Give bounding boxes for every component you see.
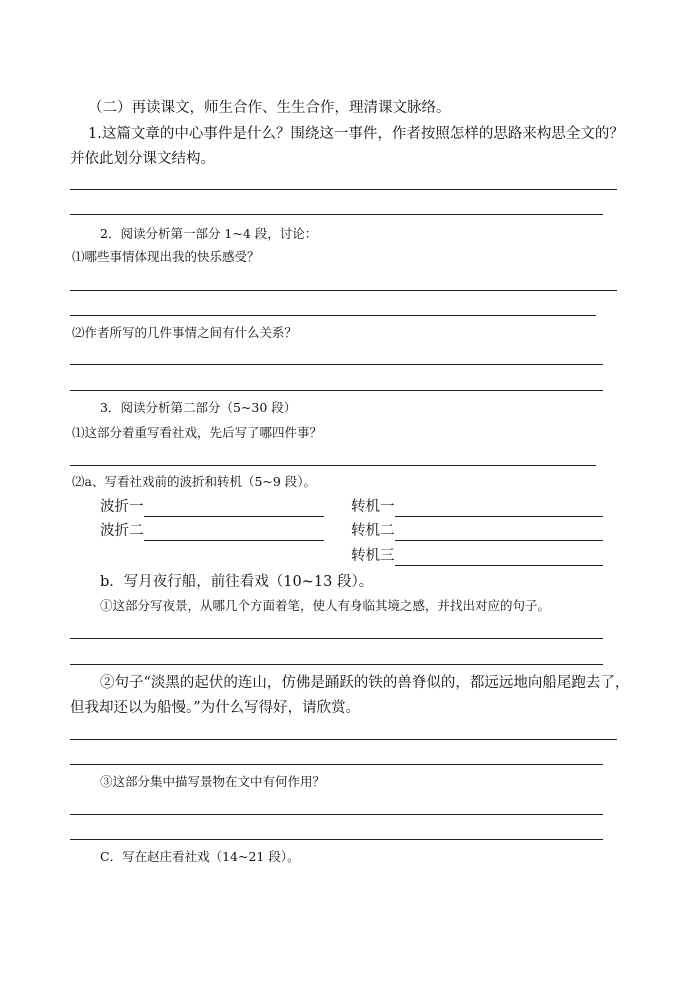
answer-line (70, 764, 603, 765)
answer-line (70, 638, 603, 639)
answer-line (70, 364, 603, 365)
answer-line (70, 189, 617, 190)
boze-2-blank (144, 540, 324, 541)
question-2-heading: 2．阅读分析第一部分 1~4 段，讨论： (100, 226, 318, 241)
part-b-question-1: ①这部分写夜景，从哪几个方面着笔，使人有身临其境之感，并找出对应的句子。 (100, 598, 551, 613)
part-b-question-2-line-1: ②句子“淡黑的起伏的连山，仿佛是踊跃的铁的兽脊似的，都远远地向船尾跑去了， (100, 675, 630, 691)
answer-line (70, 739, 617, 740)
section-heading: （二）再读课文，师生合作、生生合作，理清课文脉络。 (88, 100, 451, 116)
question-2-sub-2: ⑵作者所写的几件事情之间有什么关系？ (72, 325, 298, 340)
question-3-heading: 3．阅读分析第二部分（5~30 段） (100, 400, 297, 415)
answer-line (70, 839, 603, 840)
question-3-sub-1: ⑴这部分着重写看社戏，先后写了哪四件事？ (72, 425, 323, 440)
answer-line (70, 390, 603, 391)
question-3-sub-2a: ⑵a、写看社戏前的波折和转机（5~9 段）。 (72, 474, 317, 489)
part-b-question-3: ③这部分集中描写景物在文中有何作用？ (100, 774, 326, 789)
answer-line (70, 664, 603, 665)
zhuanji-2-label: 转机二 (351, 523, 395, 539)
zhuanji-1-blank (395, 516, 603, 517)
answer-line (70, 315, 596, 316)
answer-line (70, 465, 596, 466)
part-c-heading: C．写在赵庄看社戏（14~21 段）。 (100, 849, 300, 864)
part-b-question-2-line-2: 但我却还以为船慢。”为什么写得好，请欣赏。 (70, 700, 361, 716)
question-1-line-1: 1.这篇文章的中心事件是什么？围绕这一事件，作者按照怎样的思路来构思全文的？ (88, 126, 624, 142)
question-1-line-2: 并依此划分课文结构。 (70, 151, 215, 167)
answer-line (70, 290, 617, 291)
part-b-heading: b．写月夜行船，前往看戏（10~13 段）。 (100, 574, 374, 590)
boze-1-blank (144, 516, 324, 517)
boze-1-label: 波折一 (100, 499, 144, 515)
zhuanji-2-blank (395, 540, 603, 541)
zhuanji-1-label: 转机一 (351, 499, 395, 515)
boze-2-label: 波折二 (100, 523, 144, 539)
answer-line (70, 214, 603, 215)
answer-line (70, 814, 603, 815)
zhuanji-3-label: 转机三 (351, 548, 395, 564)
question-2-sub-1: ⑴哪些事情体现出我的快乐感受？ (72, 249, 260, 264)
zhuanji-3-blank (395, 565, 603, 566)
